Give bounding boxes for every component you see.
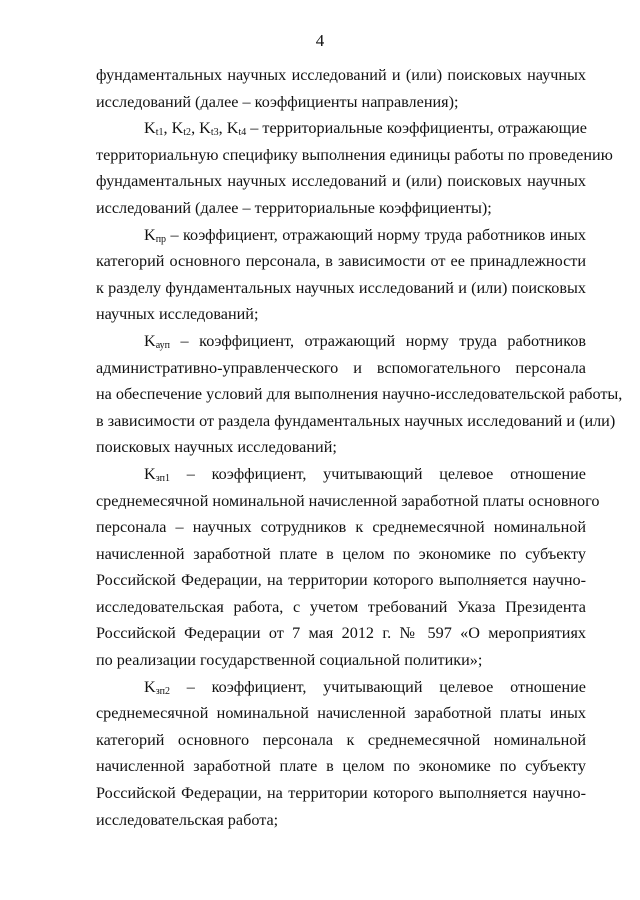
paragraph bbox=[96, 62, 586, 115]
text-line: исследований (далее – коэффициенты направления); bbox=[96, 92, 459, 111]
text-line: персонала – научных сотрудников к среднемесячной номинальной bbox=[96, 518, 586, 537]
paragraph bbox=[96, 115, 613, 221]
text-line: исследовательская работа; bbox=[96, 810, 279, 829]
subscript: t2 bbox=[183, 127, 192, 139]
text-line: $K_{зп2}$ – коэффициент, учитывающий целевое отношение bbox=[144, 677, 586, 697]
text-line: в зависимости от раздела фундаментальных научных исследований и (или) bbox=[96, 411, 616, 430]
subscript: t3 bbox=[210, 127, 219, 139]
paragraph bbox=[96, 461, 600, 674]
text-line: категорий основного персонала к среднемесячной номинальной bbox=[96, 730, 586, 749]
text-line: к разделу фундаментальных научных исследований и (или) поисковых bbox=[96, 278, 586, 297]
paragraph bbox=[96, 674, 586, 834]
page-number: 4 bbox=[315, 31, 325, 50]
text-line: $K_{пр}$ – коэффициент, отражающий норму труда работников иных bbox=[144, 225, 586, 245]
subscript: t4 bbox=[238, 127, 247, 139]
subscript: ауп bbox=[155, 339, 170, 351]
text-line: Российской Федерации, на территории которого выполняется научно- bbox=[96, 571, 586, 590]
text-line: начисленной заработной плате в целом по экономике по субъекту bbox=[96, 757, 586, 776]
text-line: на обеспечение условий для выполнения научно-исследовательской работы, bbox=[96, 385, 623, 404]
text-line: исследовательская работа, с учетом требований Указа Президента bbox=[96, 597, 586, 616]
text-line: Российской Федерации, на территории которого выполняется научно- bbox=[96, 784, 586, 803]
subscript: t1 bbox=[155, 127, 164, 139]
paragraph bbox=[96, 328, 623, 461]
text-line: научных исследований; bbox=[96, 305, 259, 324]
text-line: $K_{зп1}$ – коэффициент, учитывающий целевое отношение bbox=[144, 464, 586, 484]
text-line: среднемесячной номинальной начисленной заработной платы основного bbox=[96, 491, 600, 510]
text-line: территориальную специфику выполнения единицы работы по проведению bbox=[96, 145, 613, 164]
text-line: по реализации государственной социальной политики»; bbox=[96, 651, 483, 670]
text-line: среднемесячной номинальной начисленной заработной платы иных bbox=[96, 704, 586, 723]
text-line: поисковых научных исследований; bbox=[96, 438, 337, 457]
subscript: пр bbox=[155, 233, 167, 245]
text-line: исследований (далее – территориальные коэффициенты); bbox=[96, 198, 492, 217]
subscript: зп1 bbox=[155, 472, 171, 484]
text-line: административно-управленческого и вспомогательного персонала bbox=[96, 358, 586, 377]
text-line: $K_{ауп}$ – коэффициент, отражающий норму труда работников bbox=[144, 331, 586, 351]
text-line: Российской Федерации от 7 мая 2012 г. № 597 «О мероприятиях bbox=[96, 624, 586, 643]
text-line: фундаментальных научных исследований и (или) поисковых научных bbox=[96, 172, 586, 191]
text-line: фундаментальных научных исследований и (или) поисковых научных bbox=[96, 66, 586, 84]
body-text bbox=[96, 62, 623, 833]
paragraph bbox=[96, 222, 586, 328]
text-line: начисленной заработной плате в целом по экономике по субъекту bbox=[96, 544, 586, 563]
subscript: зп2 bbox=[155, 685, 171, 697]
text-line: $K_{t1}$, $K_{t2}$, $K_{t3}$, $K_{t4}$ – территориальные коэффициенты, отражающие bbox=[144, 119, 587, 139]
text-line: категорий основного персонала, в зависимости от ее принадлежности bbox=[96, 252, 586, 271]
